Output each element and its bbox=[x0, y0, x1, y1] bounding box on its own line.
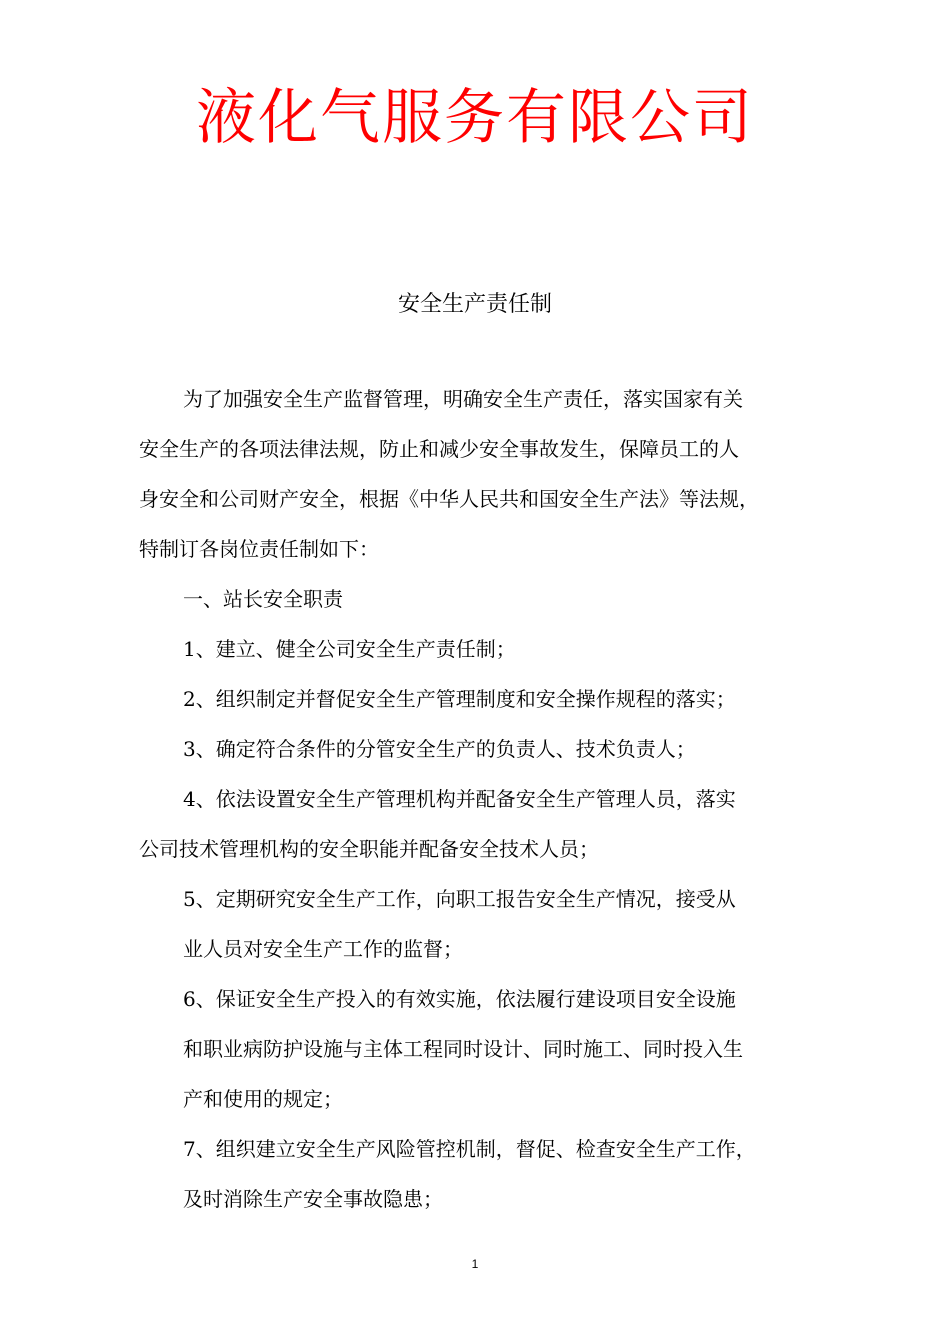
paragraph-line: 为了加强安全生产监督管理，明确安全生产责任，落实国家有关 bbox=[183, 387, 743, 411]
list-item: 4、依法设置安全生产管理机构并配备安全生产管理人员，落实 bbox=[183, 787, 736, 811]
list-item: 6、保证安全生产投入的有效实施，依法履行建设项目安全设施 bbox=[183, 987, 736, 1011]
page-number: 1 bbox=[471, 1257, 479, 1271]
document-title: 安全生产责任制 bbox=[397, 292, 552, 317]
company-name-heading: 液化气服务有限公司 bbox=[196, 83, 754, 153]
list-item: 2、组织制定并督促安全生产管理制度和安全操作规程的落实； bbox=[183, 687, 736, 711]
paragraph-line: 特制订各岗位责任制如下： bbox=[139, 537, 379, 561]
list-item: 7、组织建立安全生产风险管控机制，督促、检查安全生产工作， bbox=[183, 1137, 756, 1161]
list-item-continuation: 产和使用的规定； bbox=[183, 1087, 343, 1111]
paragraph-line: 身安全和公司财产安全，根据《中华人民共和国安全生产法》等法规， bbox=[139, 487, 759, 511]
paragraph-line: 安全生产的各项法律法规，防止和减少安全事故发生，保障员工的人 bbox=[139, 437, 739, 461]
section-heading: 一、站长安全职责 bbox=[183, 587, 343, 611]
list-item-continuation: 及时消除生产安全事故隐患； bbox=[183, 1187, 443, 1211]
list-item-continuation: 公司技术管理机构的安全职能并配备安全技术人员； bbox=[139, 837, 599, 861]
list-item: 3、确定符合条件的分管安全生产的负责人、技术负责人； bbox=[183, 737, 696, 761]
list-item-continuation: 和职业病防护设施与主体工程同时设计、同时施工、同时投入生 bbox=[183, 1037, 743, 1061]
list-item: 1、建立、健全公司安全生产责任制； bbox=[183, 637, 516, 661]
list-item-continuation: 业人员对安全生产工作的监督； bbox=[183, 937, 463, 961]
list-item: 5、定期研究安全生产工作，向职工报告安全生产情况，接受从 bbox=[183, 887, 736, 911]
